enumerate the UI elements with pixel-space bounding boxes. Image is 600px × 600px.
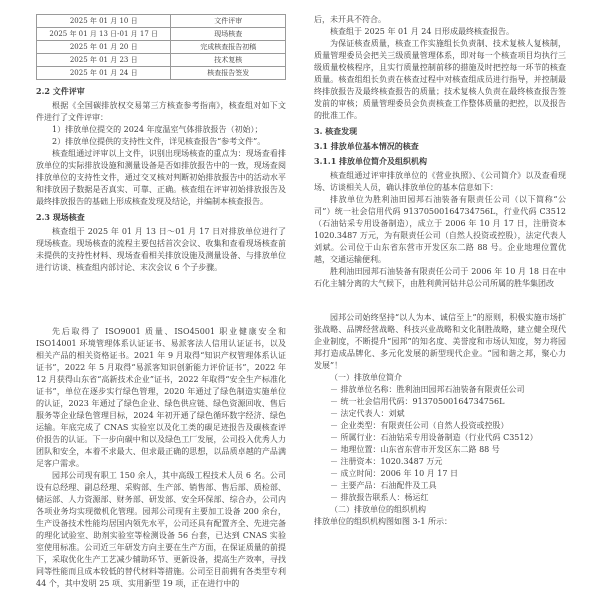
list-item: － 注册资本：1020.3487 万元 <box>330 457 443 466</box>
section-heading-2-3: 2.3 现场核查 <box>36 212 85 222</box>
left-column <box>36 14 286 590</box>
list-item: － 成立时间：2006 年 10 月 17 日 <box>330 469 458 478</box>
schedule-date: 2025 年 01 月 23 日 <box>37 54 171 67</box>
list-item: － 主要产品：石油配件及工具 <box>330 481 437 490</box>
table-row <box>37 15 286 28</box>
paragraph: 核查组于 2025 年 01 月 13 日～01 月 17 日对排放单位进行了现场核查。现场核查的流程主要包括首次会议、收集和查看现场核查前未提供的支持性材料、现场查看相关排放设施及测量设备、与排放单位进行访谈、核查组内部讨论、末次会议 6 个子步骤。 <box>36 227 286 272</box>
paragraph: 排放单位的组织机构图如图 3-1 所示： <box>314 517 452 526</box>
list-item: － 地理位置：山东省东营市开发区东二路 88 号 <box>330 445 500 454</box>
table-row <box>37 41 286 54</box>
list-item: － 排放报告联系人：杨运红 <box>330 493 429 502</box>
schedule-date: 2025 年 01 月 20 日 <box>37 41 171 54</box>
paragraph: 为保证核查质量，核查工作实施组长负责制、技术复核人复核制，质量管理委员会把关三级质量管理体系，即对每一个核查项目均执行三级质量校核程序，且实行质量控制前移的措施及时把控每一环节的核查质量。核查组组长负责在核查过程中对核查组成员进行指导，并控制最终排放报告及最终核查报告的质量；技术复核人负责在最终核查报告签发前的审核；质量管理委员会负责核查工作整体质量的把控，以及报告的批准工作。 <box>314 39 566 120</box>
paragraph: 根据《全国碳排放权交易第三方核查参考指南》，核查组对如下文件进行了文件评审： <box>36 101 286 122</box>
paragraph: 排放单位为胜利油田园邦石油装备有限责任公司（以下简称“公司”）统一社会信用代码 91370500164734756L，行业代码 C3512（石油钻采专用设备制造），成立于 2006 年 10 月 17 日，注册资本 1020.3487 万元，为有限责任公司（自然人投资或控股），法定代表人刘斌。公司位于山东省东营市开发区东二路 88 号。企业地理位置优越，交通运输便利。 <box>314 195 566 264</box>
list-item: 2）排放单位提供的支持性文件，详见核查报告“参考文件”。 <box>52 137 266 146</box>
verification-schedule-table <box>36 14 286 80</box>
table-row <box>37 28 286 41</box>
list-item: 1）排放单位提交的 2024 年度温室气体排放报告（初始）； <box>52 125 263 134</box>
list-item: － 企业类型：有限责任公司（自然人投资或控股） <box>330 421 509 430</box>
schedule-activity: 技术复核 <box>171 54 286 67</box>
subsection-title: （二）排放单位的组织机构 <box>330 505 426 514</box>
schedule-activity: 现场核查 <box>171 28 286 41</box>
paragraph: 核查组通过评审排放单位的《营业执照》、《公司简介》以及查看现场、访谈相关人员，确认排放单位的基本信息如下： <box>314 171 566 192</box>
table-row <box>37 67 286 80</box>
section-heading-2-2: 2.2 文件评审 <box>36 86 85 96</box>
paragraph: 先后取得了 ISO9001 质量、ISO45001 职业健康安全和 ISO14001 环境管理体系认证证书、易派客法人信用认证证书，以及相关产品的相关资格证书。2021 年 9 月取得“知识产权管理体系认证证书”，2022 年 5 月取得“易派客知识创新能力评价证书”，2022 年 12 月获得山东省“高新技术企业”证书，2022 年取得“安全生产标准化证书”，单位在逐步实行绿色管理，2020 年通过了绿色制造实施单位的认证，2023 年通过了绿色企业、绿色供应链、绿色资源回收、售后服务等企业绿色管理目标，2024 年初开通了绿色循环数字经济、绿色运输。年底完成了 CNAS 实验室以及化工类的碳足迹报告及碳核查评价报告的认证。下一步向碳中和以及绿色工厂发展，公司投入优秀人力团队和安全，本着不求最大、但求最正确的思想，以品质卓越的产品满足客户需求。 <box>36 327 286 468</box>
paragraph: 胜利油田园邦石油装备有限责任公司于 2006 年 10 月 18 日在中石化主辅分离的大气候下，由胜利黄河钻井总公司所属的胜华集团改 <box>314 267 566 288</box>
subsection-title: （一）排放单位简介 <box>330 373 402 382</box>
schedule-date: 2025 年 01 月 13 日-01 月 17 日 <box>37 28 171 41</box>
blank-gap <box>314 290 566 312</box>
paragraph: 核查组于 2025 年 01 月 24 日形成最终核查报告。 <box>330 27 514 36</box>
section-heading-3-1-1: 3.1.1 排放单位简介及组织机构 <box>314 156 428 166</box>
company-info-list <box>314 384 566 504</box>
schedule-date: 2025 年 01 月 24 日 <box>37 67 171 80</box>
list-item: － 排放单位名称：胜利油田园邦石油装备有限责任公司 <box>330 385 525 394</box>
schedule-date: 2025 年 01 月 10 日 <box>37 15 171 28</box>
section-heading-3: 3. 核查发现 <box>314 126 358 136</box>
table-row <box>37 54 286 67</box>
paragraph: 园邦公司始终坚持“以人为本、诚信至上”的原则，积极实施市场扩张战略、品牌经营战略、科技兴业战略和文化制胜战略，建立健全现代企业制度，不断提升“园邦”的知名度、美誉度和市场认知度，努力将园邦打造成品牌化、多元化发展的新型现代企业。“园和谐之邦，聚心力发展”！ <box>314 313 566 370</box>
paragraph: 后，未开具不符合。 <box>314 15 386 24</box>
paragraph: 园邦公司现有职工 150 余人，其中高级工程技术人员 6 名。公司设有总经理、副总经理、采购部、生产部、销售部、售后部、质检部、储运部、人力资源部、财务部、研发部、安全环保部、综合办，公司内各项业务均实现微机化管理。园邦公司现有主要加工设备 200 余台，生产设备技术性能均居国内领先水平，公司还具有配置齐全、先进完备的理化试验室、助剂实验室等检测设备 56 台套，已达到 CNAS 实验室使用标准。公司近三年研发方向主要在生产方面，在保证质量的前提下，采取优化生产工艺减少辅助环节、更新设备，提高生产效率，寻找同等性能而且成本较低的替代材料等措施。公司至目前拥有各类型专利 44 个，其中发明 25 项、实用新型 19 项，正在进行中的 <box>36 471 286 588</box>
paragraph: 核查组通过评审以上文件，识别出现场核查的重点为：现场查看排放单位的实际排放设施和测量设备是否如排放报告中的一致，现场查阅排放单位的支持性文件，通过交叉核对判断初始排放报告中的活动水平和排放因子数据是否真实、可靠、正确。核查组在评审初始排放报告及最终排放报告的基础上形成核查发现及结论，并编制本核查报告。 <box>36 149 286 206</box>
list-item: － 所属行业：石油钻采专用设备制造（行业代码 C3512） <box>330 433 538 442</box>
list-item: － 法定代表人：刘斌 <box>330 409 405 418</box>
section-heading-3-1: 3.1 排放单位基本情况的核查 <box>314 141 419 151</box>
schedule-activity: 文件评审 <box>171 15 286 28</box>
schedule-activity: 核查报告签发 <box>171 67 286 80</box>
list-item: － 统一社会信用代码：91370500164734756L <box>330 397 505 406</box>
right-column <box>314 14 566 528</box>
blank-gap <box>36 274 286 326</box>
schedule-activity: 完成核查报告初稿 <box>171 41 286 54</box>
